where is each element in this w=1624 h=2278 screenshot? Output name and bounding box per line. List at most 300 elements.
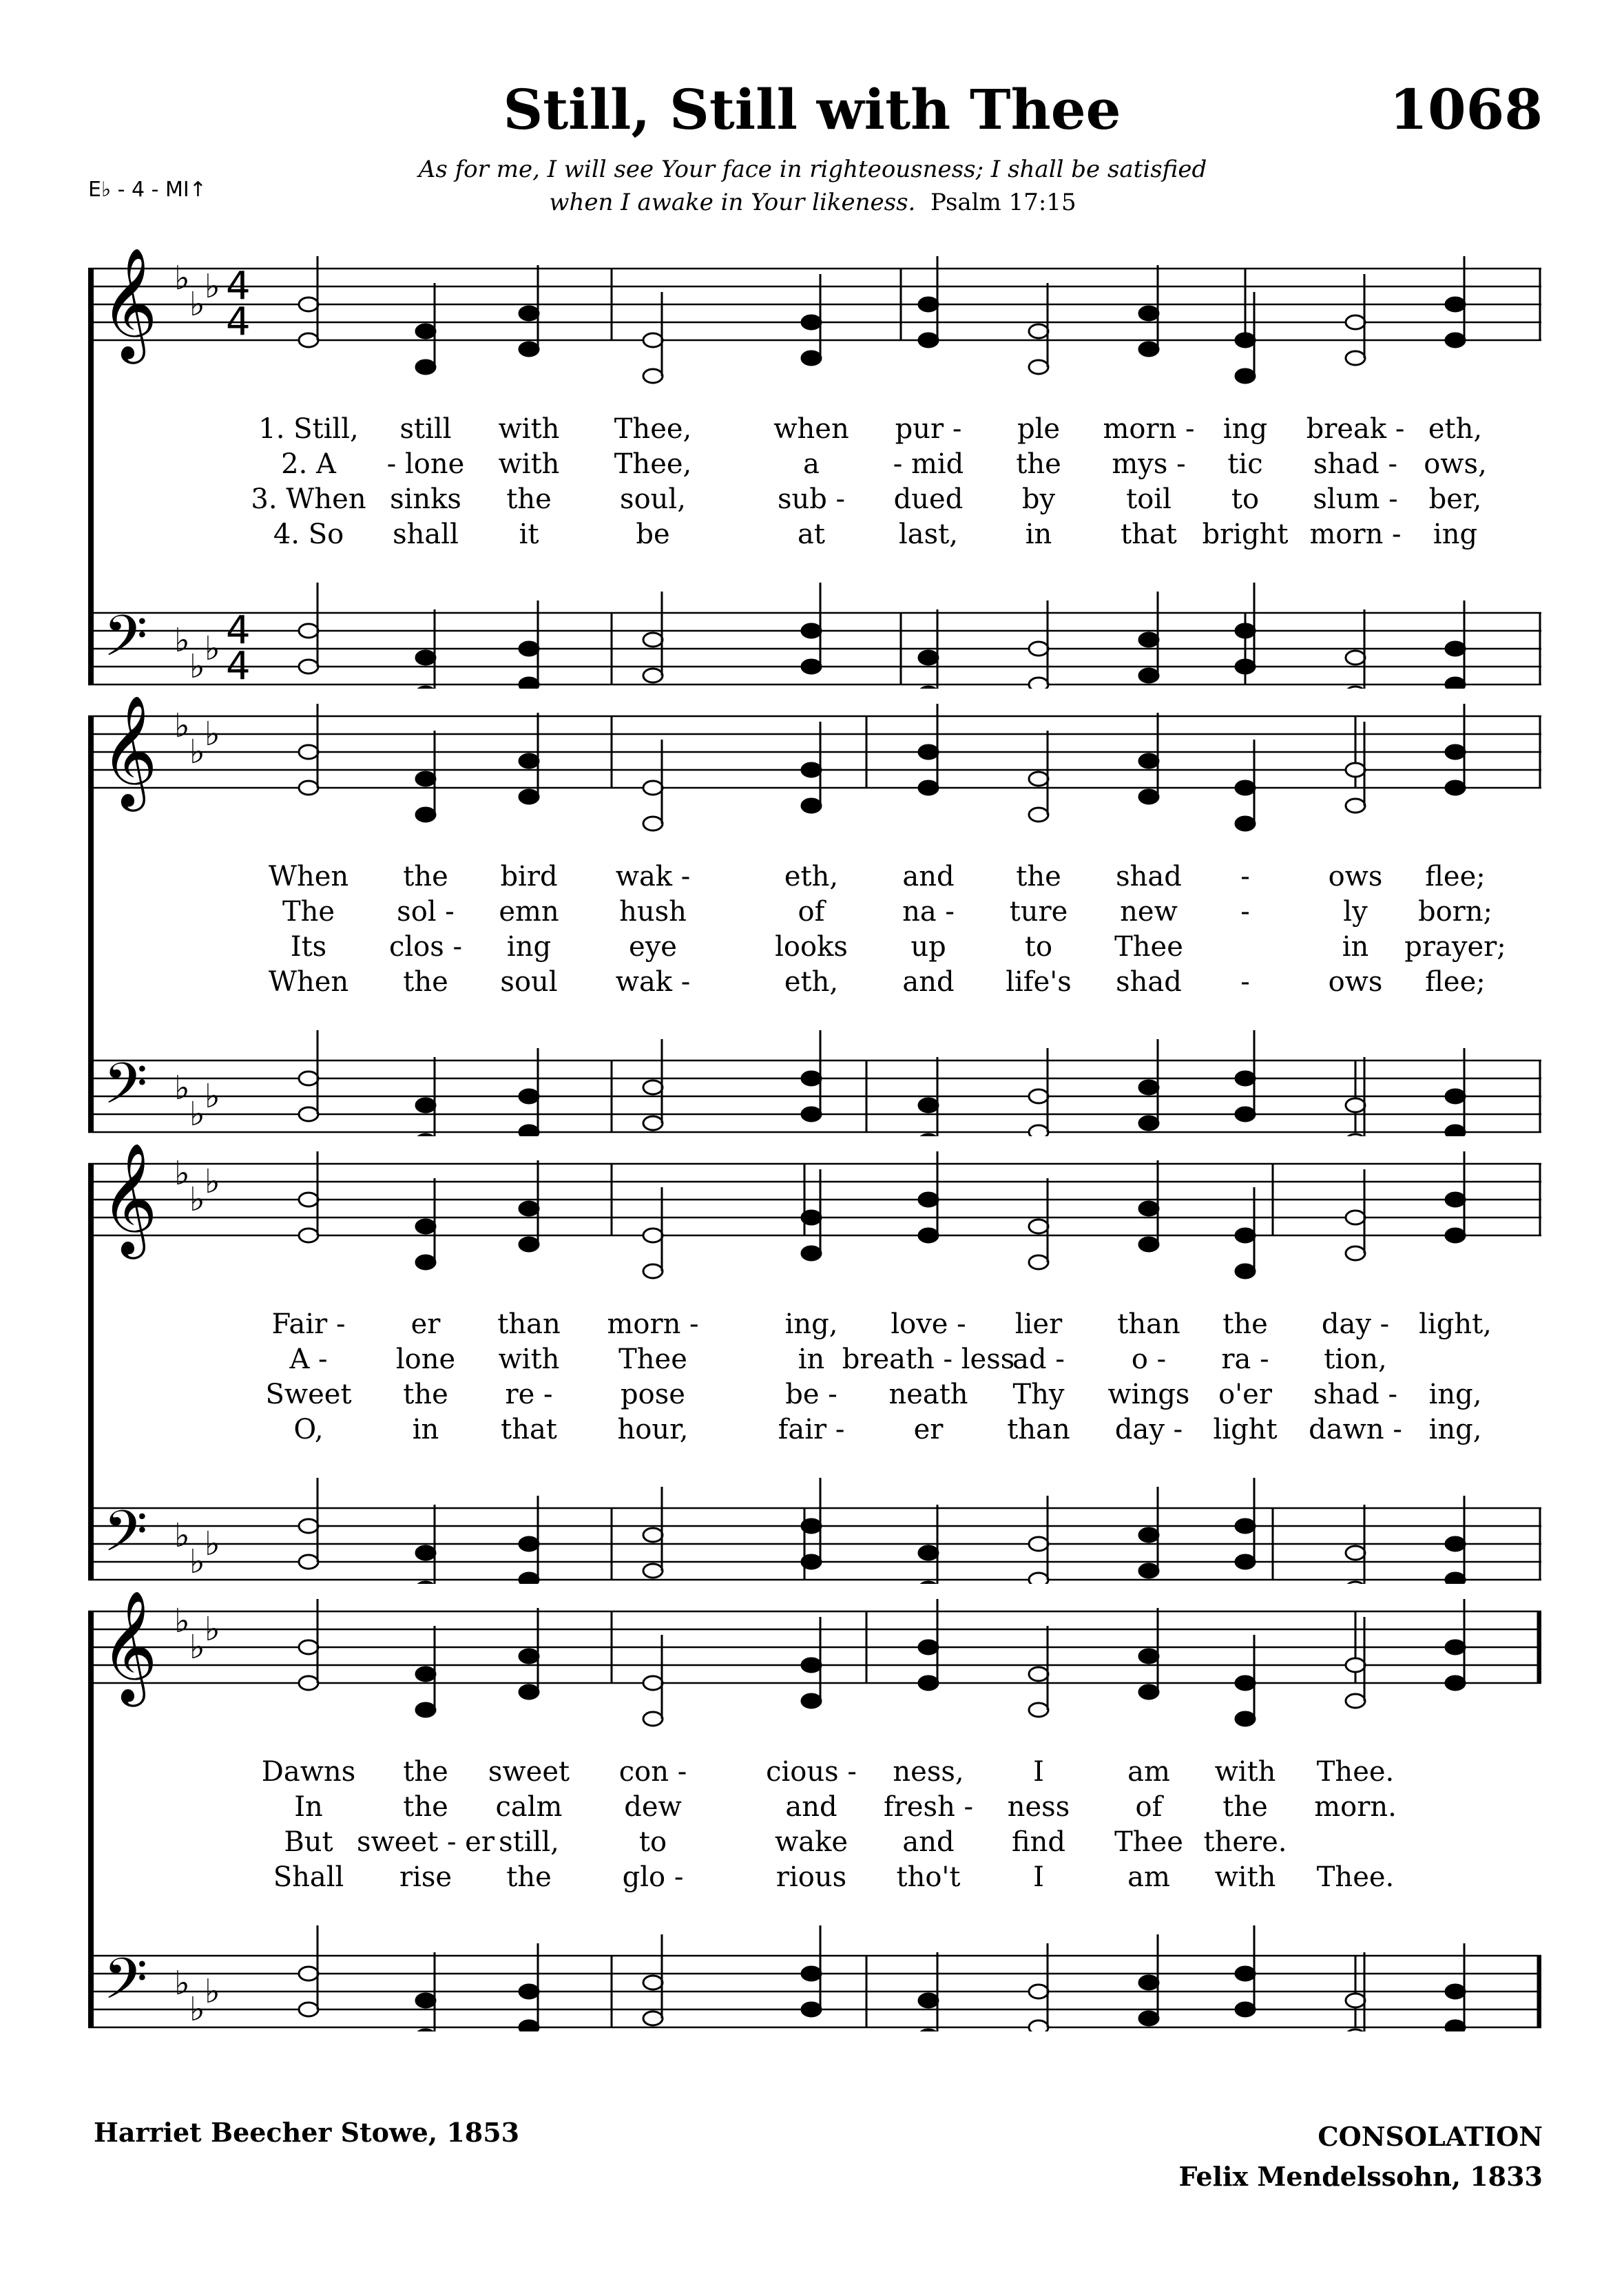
bass-note <box>919 2029 938 2031</box>
tenor-note <box>1236 1519 1255 1533</box>
treble-note <box>299 297 318 311</box>
treble-note <box>1139 754 1158 768</box>
lyric-syllable: the <box>506 1861 552 1893</box>
bass-note <box>1029 2020 1048 2031</box>
lyric-line-verse-3 <box>88 1826 1541 1862</box>
lyric-line-verse-4 <box>88 1414 1541 1450</box>
alto-note <box>802 351 821 365</box>
lyric-syllable: of <box>1135 1791 1163 1823</box>
lyric-syllable: new <box>1120 896 1178 928</box>
lyric-syllable: Thee, <box>614 448 692 480</box>
alto-note <box>643 1712 663 1726</box>
lyric-syllable: the <box>1222 1791 1268 1823</box>
flat-icon: ♭ <box>189 1095 205 1133</box>
lyric-syllable: in <box>798 1344 825 1375</box>
bass-note <box>802 1107 821 1121</box>
flat-icon: ♭ <box>174 1516 190 1555</box>
lyric-syllable: Dawns <box>261 1756 356 1788</box>
alto-note <box>1346 1694 1365 1708</box>
lyric-syllable: to <box>1231 483 1260 515</box>
tenor-note <box>1446 642 1465 656</box>
alto-note <box>1029 1255 1048 1269</box>
lyric-syllable: - <box>1240 966 1250 998</box>
bass-note <box>1139 669 1158 682</box>
lyric-syllable: shad <box>1116 966 1182 998</box>
flat-icon: ♭ <box>174 1069 190 1107</box>
tenor-note <box>643 633 663 647</box>
lyric-syllable: fair - <box>778 1414 845 1445</box>
treble-note <box>919 1640 938 1654</box>
treble-note <box>1236 781 1255 795</box>
bass-note <box>1446 2020 1465 2031</box>
lyric-syllable: in <box>1342 931 1369 963</box>
lyric-syllable: er <box>410 1308 441 1340</box>
alto-note <box>1236 369 1255 383</box>
lyric-syllable: 2. A <box>281 448 336 480</box>
lyric-syllable: When <box>268 861 349 892</box>
bass-clef-icon: 𝄢 <box>103 1945 148 2026</box>
lyric-syllable: ing <box>1222 413 1268 445</box>
time-signature: 4 <box>226 644 251 689</box>
treble-note <box>1346 1211 1365 1224</box>
lyric-line-verse-2 <box>88 1791 1541 1827</box>
system-3 <box>88 1143 1541 1584</box>
lyric-line-verse-4 <box>88 966 1541 1002</box>
alto-note <box>519 1237 539 1251</box>
lyric-syllable: the <box>403 1379 448 1410</box>
lyric-syllable: pur - <box>895 413 962 445</box>
alto-note <box>299 1676 318 1690</box>
bass-note <box>1236 2003 1255 2016</box>
treble-note <box>1139 306 1158 320</box>
alto-note <box>416 1703 435 1717</box>
lyric-syllable: by <box>1021 483 1056 515</box>
tenor-note <box>416 1098 435 1112</box>
bass-note <box>643 1116 663 1130</box>
treble-note <box>643 1229 663 1242</box>
lyric-syllable: of <box>798 896 825 928</box>
alto-note <box>1139 1685 1158 1699</box>
lyric-syllable: still, <box>499 1826 559 1858</box>
lyric-syllable: Thee <box>1114 1826 1183 1858</box>
lyric-line-verse-2 <box>88 896 1541 932</box>
lyric-syllable: glo - <box>622 1861 684 1893</box>
bass-note <box>519 678 539 689</box>
tenor-note <box>643 1080 663 1094</box>
lyric-syllable: to <box>638 1826 667 1858</box>
flat-icon: ♭ <box>205 715 220 753</box>
lyric-syllable: morn - <box>1309 519 1402 550</box>
tenor-note <box>299 1519 318 1533</box>
lyric-syllable: wake <box>775 1826 848 1858</box>
lyric-syllable: eth, <box>784 966 839 998</box>
lyric-line-verse-2 <box>88 1344 1541 1379</box>
alto-note <box>519 1685 539 1699</box>
key-indicator: E♭ - 4 - MI↑ <box>88 178 207 202</box>
lyric-syllable: eth, <box>784 861 839 892</box>
tenor-note <box>919 1994 938 2007</box>
tenor-note <box>1029 642 1048 656</box>
treble-note <box>519 1649 539 1663</box>
lyric-syllable: the <box>403 966 448 998</box>
lyric-syllable: con - <box>618 1756 687 1788</box>
bass-note <box>1139 1564 1158 1578</box>
treble-note <box>1446 1640 1465 1654</box>
lyric-syllable: with <box>498 1344 560 1375</box>
tenor-note <box>1236 1967 1255 1981</box>
tenor-note <box>519 642 539 656</box>
lyric-syllable: ows, <box>1424 448 1487 480</box>
lyric-syllable: I <box>1033 1861 1044 1893</box>
lyric-syllable: eye <box>629 931 677 963</box>
alto-note <box>1236 1264 1255 1278</box>
tenor-note <box>1346 651 1365 665</box>
lyric-syllable: ing <box>506 931 552 963</box>
alto-note <box>919 1676 938 1690</box>
lyric-syllable: ture <box>1009 896 1068 928</box>
lyric-syllable: - <box>1240 861 1250 892</box>
lyric-syllable: ows <box>1328 966 1383 998</box>
alto-note <box>299 1229 318 1242</box>
treble-clef-icon: 𝄞 <box>101 248 158 359</box>
treble-note <box>1446 1193 1465 1206</box>
treble-note <box>1446 297 1465 311</box>
lyric-syllable: ad - <box>1012 1344 1065 1375</box>
alto-note <box>416 1255 435 1269</box>
tenor-note <box>299 1072 318 1085</box>
alto-note <box>1139 342 1158 356</box>
alto-note <box>519 342 539 356</box>
flat-icon: ♭ <box>205 267 220 306</box>
treble-note <box>802 1658 821 1672</box>
treble-note <box>1139 1649 1158 1663</box>
lyric-syllable: born; <box>1417 896 1493 928</box>
flat-icon: ♭ <box>205 1972 220 2011</box>
tenor-note <box>802 624 821 638</box>
lyric-syllable: na - <box>902 896 955 928</box>
lyric-syllable: pose <box>621 1379 685 1410</box>
tenor-note <box>1139 633 1158 647</box>
alto-note <box>919 333 938 347</box>
tenor-note <box>1139 1528 1158 1542</box>
lyric-syllable: Fair - <box>271 1308 346 1340</box>
treble-note <box>1029 324 1048 338</box>
treble-note <box>1139 1202 1158 1215</box>
lyric-syllable: tho't <box>896 1861 961 1893</box>
treble-note <box>299 1193 318 1206</box>
lyric-syllable: am <box>1127 1756 1170 1788</box>
page-title: Still, Still with Thee <box>503 77 1121 142</box>
lyric-syllable: lone <box>395 1344 456 1375</box>
bass-note <box>802 2003 821 2016</box>
flat-icon: ♭ <box>189 647 205 686</box>
treble-note <box>919 1193 938 1206</box>
lyric-syllable: wings <box>1107 1379 1190 1410</box>
flat-icon: ♭ <box>174 259 190 297</box>
lyric-syllable: ness <box>1007 1791 1070 1823</box>
bass-note <box>643 2011 663 2025</box>
treble-note <box>802 1211 821 1224</box>
lyric-syllable: the <box>403 861 448 892</box>
flat-icon: ♭ <box>205 1610 220 1649</box>
treble-note <box>519 1202 539 1215</box>
lyric-line-verse-4 <box>88 1861 1541 1897</box>
treble-note <box>416 1220 435 1233</box>
lyric-syllable: the <box>1016 448 1061 480</box>
lyric-syllable: shad - <box>1313 448 1397 480</box>
lyric-syllable: ing, <box>1428 1414 1482 1445</box>
alto-note <box>802 1694 821 1708</box>
bass-note <box>299 2003 318 2016</box>
tenor-note <box>1446 1089 1465 1103</box>
bass-note <box>519 1125 539 1136</box>
tenor-note <box>1236 1072 1255 1085</box>
lyric-syllable: dued <box>893 483 964 515</box>
bass-note <box>299 1555 318 1569</box>
flat-icon: ♭ <box>189 1543 205 1581</box>
time-signature: 4 <box>226 300 251 344</box>
bass-note <box>919 687 938 689</box>
lyric-line-verse-2 <box>88 448 1541 484</box>
lyric-syllable: last, <box>899 519 958 550</box>
bass-note <box>1446 1573 1465 1584</box>
lyric-line-verse-1 <box>88 413 1541 449</box>
lyric-syllable: to <box>1024 931 1053 963</box>
time-signature: 4 <box>226 608 251 653</box>
lyric-syllable: Its <box>290 931 327 963</box>
flat-icon: ♭ <box>189 1180 205 1219</box>
lyric-syllable: flee; <box>1425 966 1486 998</box>
lyric-syllable: Thee. <box>1316 1861 1395 1893</box>
lyric-syllable: flee; <box>1425 861 1486 892</box>
lyric-syllable: The <box>282 896 335 928</box>
treble-note <box>416 324 435 338</box>
lyric-syllable: mys - <box>1112 448 1186 480</box>
alto-note <box>802 1246 821 1260</box>
flat-icon: ♭ <box>189 285 205 324</box>
system-1 <box>88 248 1541 689</box>
lyric-syllable: sol - <box>397 896 455 928</box>
tenor-note <box>519 1537 539 1551</box>
lyric-syllable: and <box>902 966 955 998</box>
system-4 <box>88 1591 1541 2031</box>
lyric-line-verse-4 <box>88 519 1541 554</box>
tenor-note <box>802 1967 821 1981</box>
lyric-syllable: light, <box>1419 1308 1492 1340</box>
lyric-syllable: calm <box>495 1791 563 1823</box>
flat-icon: ♭ <box>174 621 190 660</box>
bass-clef-icon: 𝄢 <box>103 603 148 683</box>
bass-note <box>643 669 663 682</box>
tenor-note <box>1446 1537 1465 1551</box>
flat-icon: ♭ <box>174 1964 190 2003</box>
tenor-note <box>1236 624 1255 638</box>
treble-note <box>1346 1658 1365 1672</box>
lyric-syllable: am <box>1127 1861 1170 1893</box>
lyric-syllable: ing, <box>1428 1379 1482 1410</box>
time-signature: 4 <box>226 264 251 309</box>
alto-note <box>1139 1237 1158 1251</box>
lyric-syllable: the <box>506 483 552 515</box>
tenor-note <box>1346 1098 1365 1112</box>
alto-note <box>416 808 435 822</box>
lyric-syllable: break - <box>1306 413 1405 445</box>
lyric-syllable: ness, <box>893 1756 964 1788</box>
lyric-syllable: A - <box>289 1344 328 1375</box>
bass-note <box>802 1555 821 1569</box>
bass-note <box>1029 1125 1048 1136</box>
lyric-syllable: there. <box>1203 1826 1287 1858</box>
lyric-line-verse-1 <box>88 861 1541 897</box>
flat-icon: ♭ <box>174 1602 190 1640</box>
bass-note <box>1236 660 1255 673</box>
tenor-note <box>643 1976 663 1989</box>
lyric-syllable: and <box>785 1791 837 1823</box>
treble-note <box>299 1640 318 1654</box>
alto-note <box>919 1229 938 1242</box>
lyric-syllable: morn. <box>1314 1791 1397 1823</box>
alto-note <box>1236 817 1255 830</box>
lyric-syllable: Thee, <box>614 413 692 445</box>
lyric-syllable: I <box>1033 1756 1044 1788</box>
lyric-syllable: lier <box>1014 1308 1063 1340</box>
lyric-syllable: - <box>1240 896 1250 928</box>
bass-note <box>416 1134 435 1136</box>
lyric-syllable: the <box>1016 861 1061 892</box>
lyric-syllable: sinks <box>390 483 461 515</box>
lyric-syllable: still <box>399 413 452 445</box>
tenor-note <box>643 1528 663 1542</box>
lyric-syllable: a <box>803 448 820 480</box>
lyric-syllable: - lone <box>386 448 465 480</box>
flat-icon: ♭ <box>189 1990 205 2029</box>
bass-note <box>919 1582 938 1584</box>
lyric-syllable: bright <box>1202 519 1289 550</box>
lyric-syllable: cious - <box>766 1756 857 1788</box>
lyric-syllable: Thee <box>618 1344 687 1375</box>
tenor-note <box>1346 1994 1365 2007</box>
bass-note <box>1346 2029 1365 2031</box>
treble-note <box>416 1667 435 1681</box>
lyric-syllable: tic <box>1227 448 1263 480</box>
flat-icon: ♭ <box>205 1077 220 1116</box>
lyric-syllable: Thee. <box>1316 1756 1395 1788</box>
lyric-syllable: up <box>910 931 946 963</box>
treble-note <box>1029 772 1048 786</box>
alto-note <box>802 799 821 813</box>
tenor-note <box>299 1967 318 1981</box>
lyric-syllable: 4. So <box>273 519 344 550</box>
lyric-syllable: than <box>497 1308 561 1340</box>
treble-note <box>1346 763 1365 777</box>
treble-note <box>643 781 663 795</box>
bass-clef-icon: 𝄢 <box>103 1050 148 1131</box>
bass-note <box>299 660 318 673</box>
lyric-syllable: ing, <box>784 1308 838 1340</box>
lyric-syllable: tion, <box>1324 1344 1387 1375</box>
lyric-syllable: Sweet <box>265 1379 352 1410</box>
lyric-syllable: the <box>403 1756 448 1788</box>
lyric-syllable: toil <box>1126 483 1172 515</box>
tenor-note <box>416 1546 435 1560</box>
lyric-syllable: 3. When <box>251 483 366 515</box>
tenor-note <box>802 1519 821 1533</box>
treble-note <box>1236 333 1255 347</box>
alto-note <box>1446 781 1465 795</box>
lyric-syllable: But <box>284 1826 333 1858</box>
tenor-note <box>1139 1976 1158 1989</box>
bass-note <box>519 1573 539 1584</box>
treble-note <box>416 772 435 786</box>
alto-note <box>1029 808 1048 822</box>
lyric-syllable: ing <box>1433 519 1478 550</box>
lyric-line-verse-3 <box>88 483 1541 519</box>
alto-note <box>1029 360 1048 374</box>
lyric-syllable: with <box>1214 1861 1276 1893</box>
lyric-syllable: in <box>412 1414 439 1445</box>
bass-note <box>1139 1116 1158 1130</box>
bass-note <box>1446 678 1465 689</box>
lyric-syllable: than <box>1007 1414 1070 1445</box>
lyric-syllable: Shall <box>273 1861 344 1893</box>
bass-note <box>1346 1134 1365 1136</box>
alto-note <box>1139 790 1158 804</box>
lyric-syllable: it <box>519 519 539 550</box>
lyric-syllable: the <box>403 1791 448 1823</box>
lyric-syllable: ly <box>1343 896 1368 928</box>
lyric-syllable: ra - <box>1221 1344 1269 1375</box>
alto-note <box>643 1264 663 1278</box>
lyric-syllable: love - <box>891 1308 966 1340</box>
lyric-syllable: o'er <box>1218 1379 1272 1410</box>
composer-credit: Felix Mendelssohn, 1833 <box>1178 2161 1543 2192</box>
lyric-syllable: soul, <box>620 483 686 515</box>
lyric-syllable: day - <box>1321 1308 1390 1340</box>
treble-clef-icon: 𝄞 <box>101 696 158 807</box>
bass-note <box>1139 2011 1158 2025</box>
alto-note <box>1446 333 1465 347</box>
lyric-syllable: shall <box>393 519 459 550</box>
lyric-syllable: rious <box>775 1861 847 1893</box>
treble-note <box>643 333 663 347</box>
bass-note <box>643 1564 663 1578</box>
flat-icon: ♭ <box>205 1162 220 1201</box>
bass-note <box>1236 1555 1255 1569</box>
lyric-syllable: re - <box>505 1379 553 1410</box>
lyric-line-verse-3 <box>88 931 1541 967</box>
lyric-syllable: when <box>773 413 849 445</box>
tenor-note <box>519 1985 539 1998</box>
flat-icon: ♭ <box>189 1628 205 1666</box>
alto-note <box>1346 799 1365 813</box>
lyric-syllable: day - <box>1114 1414 1183 1445</box>
lyric-syllable: light <box>1213 1414 1278 1445</box>
lyric-syllable: with <box>498 448 560 480</box>
alto-note <box>919 781 938 795</box>
tenor-note <box>519 1089 539 1103</box>
lyric-syllable: Thee <box>1114 931 1183 963</box>
epigraph-line-2: when I awake in Your likeness. <box>549 189 916 216</box>
treble-note <box>519 754 539 768</box>
alto-note <box>1446 1676 1465 1690</box>
lyric-syllable: with <box>498 413 560 445</box>
alto-note <box>299 781 318 795</box>
treble-note <box>919 297 938 311</box>
lyric-syllable: soul <box>500 966 558 998</box>
lyric-syllable: o - <box>1131 1344 1167 1375</box>
tenor-note <box>919 1098 938 1112</box>
treble-note <box>299 745 318 759</box>
